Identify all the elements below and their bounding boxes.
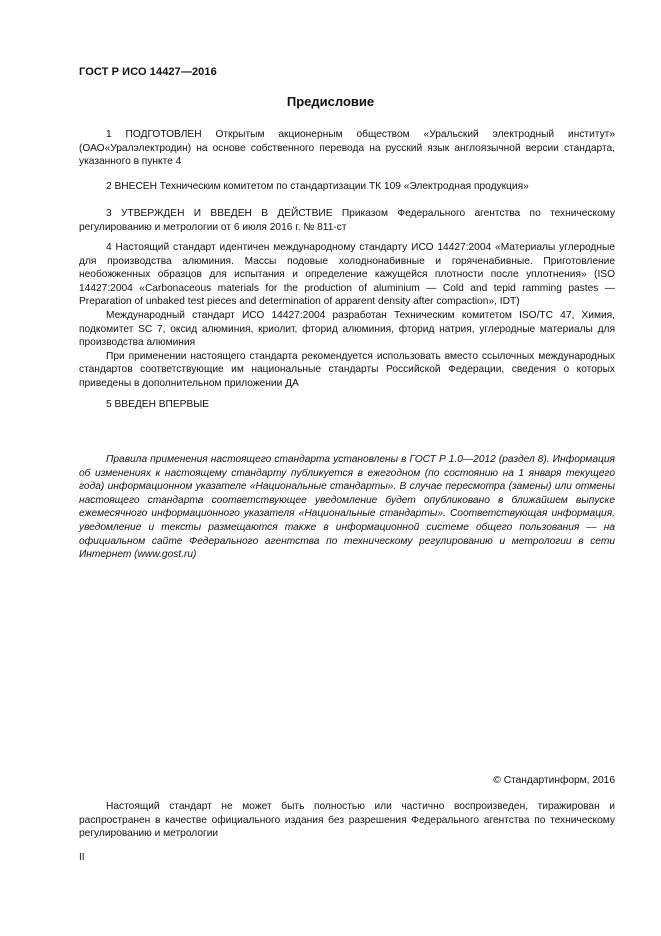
application-rules-note — [79, 453, 615, 562]
paragraph-1 — [79, 128, 615, 169]
paragraph-3 — [79, 207, 615, 234]
copyright: © Стандартинформ, 2016 — [493, 775, 615, 786]
paragraph-text: 2 ВНЕСЕН Техническим комитетом по стандартизации ТК 109 «Электродная продукция» — [106, 181, 529, 192]
paragraph-text: 4 Настоящий стандарт идентичен международному стандарту ИСО 14427:2004 «Материалы углеродные для производства алюминия. Массы подовые холоднонабивные и горяченабивные. Приготовление необожженных образцов для испытания и определение кажущейся плотности после уплотнения» (ISO 14427:2004 «Carbonaceous materials for the production of aluminium — Cold and tepid ramming pastes — Preparation of unbaked test pieces and determination of apparent density after compaction», IDT) — [79, 242, 615, 308]
paragraph-text: Международный стандарт ИСО 14427:2004 разработан Техническим комитетом ISO/TC 47, Химия, подкомитет SC 7, оксид алюминия, криолит, фторид алюминия, фторид натрия, углеродные материалы для производства алюминия — [79, 309, 615, 349]
paragraph-2 — [79, 180, 615, 194]
page-title: Предисловие — [286, 94, 375, 109]
paragraph-text: 5 ВВЕДЕН ВПЕРВЫЕ — [106, 399, 210, 410]
document-code: ГОСТ Р ИСО 14427—2016 — [79, 66, 217, 78]
notice-text: Настоящий стандарт не может быть полностью или частично воспроизведен, тиражирован и распространен в качестве официального издания без разрешения Федерального агентства по техническому регулированию и метрологии — [79, 801, 615, 840]
page-number: II — [79, 852, 85, 863]
paragraph-text: При применении настоящего стандарта рекомендуется использовать вместо ссылочных международных стандартов соответствующие им национальные стандарты Российской Федерации, сведения о которых приведены в дополнительном приложении ДА — [79, 350, 615, 389]
paragraph-5 — [79, 398, 615, 412]
reproduction-notice — [79, 800, 615, 841]
paragraph-text: 1 ПОДГОТОВЛЕН Открытым акционерным обществом «Уральский электродный институт» (ОАО«Уралэлектродин) на основе собственного перевода на русский язык англоязычной версии стандарта, указанного в пункте 4 — [79, 129, 615, 168]
paragraph-4 — [79, 241, 615, 391]
note-text: Правила применения настоящего стандарта установлены в ГОСТ Р 1.0—2012 (раздел 8). Информация об изменениях к настоящему стандарту публикуется в ежегодном (по состоянию на 1 января текущего года) информационном указателе «Национальные стандарты». В случае пересмотра (замены) или отмены настоящего стандарта соответствующее уведомление будет опубликовано в ближайшем выпуске ежемесячного информационного указателя «Национальные стандарты». Соответствующая информация, уведомление и тексты размещаются также в информационной системе общего пользования — на официальном сайте Федерального агентства по техническому регулированию и метрологии в сети Интернет (www.gost.ru) — [79, 454, 615, 561]
paragraph-text: 3 УТВЕРЖДЕН И ВВЕДЕН В ДЕЙСТВИЕ Приказом Федерального агентства по техническому регулированию и метрологии от 6 июля 2016 г. № 811-ст — [79, 208, 615, 233]
